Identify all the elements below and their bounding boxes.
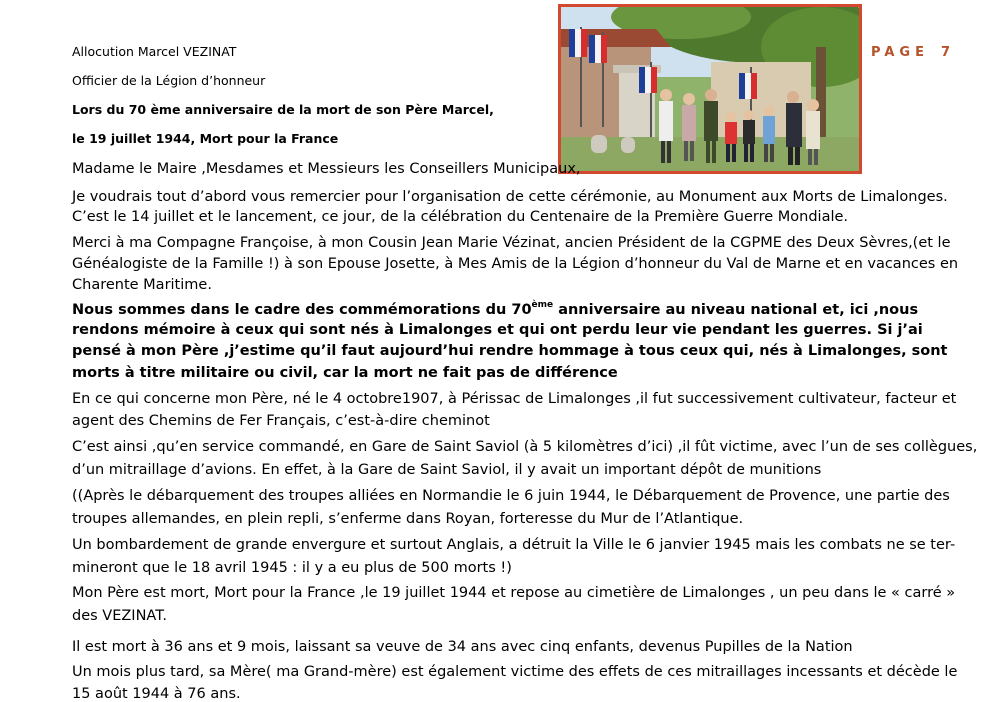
paragraph-4-line-2: agent des Chemins de Fer Français, c’est-à-dire cheminot [72, 413, 490, 429]
paragraph-2-line-1: Merci à ma Compagne Françoise, à mon Cousin Jean Marie Vézinat, ancien Président de la CGPME des Deux Sèvres,(et le [72, 235, 951, 251]
paragraph-5-line-1: C’est ainsi ,qu’en service commandé, en Gare de Saint Saviol (à 5 kilomètres d’ici) ,il fût victime, avec l’un de ses collègues, [72, 439, 978, 455]
paragraph-3-superscript: ème [531, 300, 554, 310]
paragraph-3-line-3: pensé à mon Père ,j’estime qu’il faut aujourd’hui rendre hommage à tous ceux qui, nés à Limalonges, sont [72, 343, 948, 359]
paragraph-8-line-1: Mon Père est mort, Mort pour la France ,le 19 juillet 1944 et repose au cimetière de Limalonges , un peu dans le « carré » [72, 585, 956, 601]
header-date: le 19 juillet 1944, Mort pour la France [72, 131, 339, 146]
paragraph-3-line-1-b: anniversaire au niveau national et, ici ,nous [553, 302, 919, 318]
paragraph-3-line-2: rendons mémoire à ceux qui sont nés à Limalonges et qui ont perdu leur vie pendant les guerres. Si j’ai [72, 322, 923, 338]
paragraph-2-line-2: Généalogiste de la Famille !) à son Epouse Josette, à Mes Amis de la Légion d’honneur du Val de Marne et en vacances en [72, 256, 959, 272]
page-number-label [871, 45, 950, 60]
paragraph-6-line-1: ((Après le débarquement des troupes alliées en Normandie le 6 juin 1944, le Débarquement de Provence, une partie des [72, 488, 950, 504]
salutation: Madame le Maire ,Mesdames et Messieurs les Conseillers Municipaux, [72, 161, 581, 177]
paragraph-1-line-2: C’est le 14 juillet et le lancement, ce jour, de la célébration du Centenaire de la Première Guerre Mondiale. [72, 209, 849, 225]
paragraph-4-line-1: En ce qui concerne mon Père, né le 4 octobre1907, à Périssac de Limalonges ,il fut successivement cultivateur, facteur et [72, 391, 957, 407]
header-occasion: Lors du 70 ème anniversaire de la mort de son Père Marcel, [72, 102, 494, 117]
page-label-text: PAGE [871, 45, 929, 60]
header-role: Officier de la Légion d’honneur [72, 73, 266, 88]
paragraph-2-line-3: Charente Maritime. [72, 277, 212, 293]
ceremony-photo-drawing [561, 7, 859, 171]
paragraph-6-line-2: troupes allemandes, en plein repli, s’enferme dans Royan, forteresse du Mur de l’Atlantique. [72, 511, 744, 527]
paragraph-1-line-1: Je voudrais tout d’abord vous remercier pour l’organisation de cette cérémonie, au Monument aux Morts de Limalonges. [72, 189, 948, 205]
paragraph-10-line-2: 15 août 1944 à 76 ans. [72, 686, 241, 702]
paragraph-3-line-1-a: Nous sommes dans le cadre des commémorations du 70 [72, 302, 532, 318]
paragraph-8-line-2: des VEZINAT. [72, 608, 167, 624]
paragraph-9: Il est mort à 36 ans et 9 mois, laissant sa veuve de 34 ans avec cinq enfants, devenus Pupilles de la Nation [72, 639, 853, 655]
paragraph-7-line-1: Un bombardement de grande envergure et surtout Anglais, a détruit la Ville le 6 janvier 1945 mais les combats ne se ter- [72, 537, 956, 553]
ceremony-photo [558, 4, 862, 174]
paragraph-5-line-2: d’un mitraillage d’avions. En effet, à la Gare de Saint Saviol, il y avait un important dépôt de munitions [72, 462, 822, 478]
header-author: Allocution Marcel VEZINAT [72, 44, 237, 59]
paragraph-10-line-1: Un mois plus tard, sa Mère( ma Grand-mère) est également victime des effets de ces mitraillages incessants et décède le [72, 664, 958, 680]
paragraph-3-line-1 [72, 302, 918, 318]
paragraph-3-line-4: morts à titre militaire ou civil, car la mort ne fait pas de différence [72, 365, 618, 381]
page-number: 7 [940, 45, 950, 60]
paragraph-7-line-2: mineront que le 18 avril 1945 : il y a eu plus de 500 morts !) [72, 560, 512, 576]
